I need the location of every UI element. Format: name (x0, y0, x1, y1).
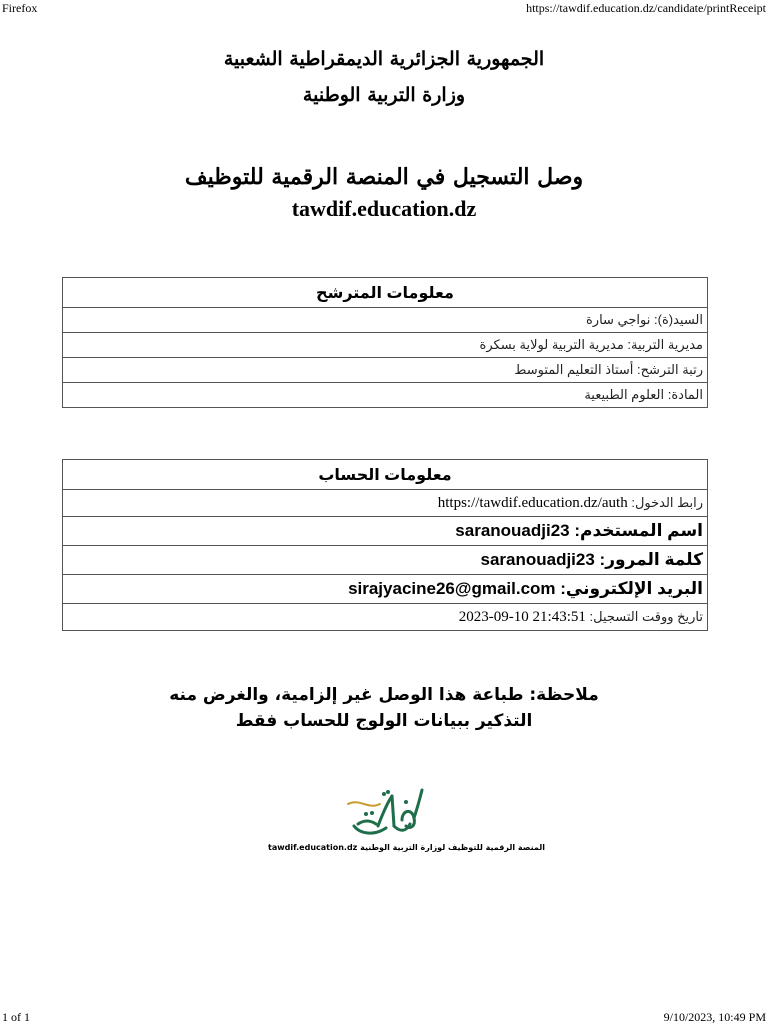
candidate-name: نواجي سارة (586, 312, 651, 327)
username-value: saranouadji23 (455, 521, 570, 540)
subject: العلوم الطبيعية (584, 387, 665, 402)
row-label: اسم المستخدم: (574, 521, 703, 540)
tawdif-calligraphy-icon (340, 780, 430, 844)
row-label: رابط الدخول: (631, 494, 703, 510)
email-value: sirajyacine26@gmail.com (348, 579, 556, 598)
note-line: ملاحظة: طباعة هذا الوصل غير إلزامية، والغرض منه (169, 685, 599, 705)
row-label: السيد(ة): (654, 312, 703, 327)
logo-tagline: المنصة الرقمية للتوظيف لوزارة التربية الوطنية (360, 843, 545, 852)
row-label: البريد الإلكتروني: (560, 579, 703, 598)
browser-name: Firefox (2, 1, 38, 15)
table-heading-row (63, 460, 708, 490)
row-label: مديرية التربية: (627, 337, 703, 352)
candidate-rank: أستاذ التعليم المتوسط (514, 362, 634, 377)
education-directorate: مديرية التربية لولاية بسكرة (479, 337, 624, 352)
row-label: رتبة الترشح: (637, 362, 703, 377)
table-row (63, 517, 708, 546)
note-line: التذكير ببيانات الولوج للحساب فقط (235, 711, 533, 731)
account-heading: معلومات الحساب (63, 460, 708, 490)
site-title: tawdif.education.dz (291, 196, 477, 221)
page-url: https://tawdif.education.dz/candidate/printReceipt (526, 1, 766, 15)
print-header (0, 0, 768, 16)
row-label: تاريخ ووقت التسجيل: (589, 608, 703, 624)
password-value: saranouadji23 (480, 550, 595, 569)
candidate-heading: معلومات المترشح (63, 278, 708, 308)
republic-title: الجمهورية الجزائرية الديمقراطية الشعبية (223, 48, 545, 70)
row-label: المادة: (667, 387, 703, 402)
table-row (63, 490, 708, 517)
print-footer (0, 1009, 768, 1024)
table-row (63, 383, 708, 408)
ministry-title: وزارة التربية الوطنية (302, 84, 466, 106)
login-link[interactable]: https://tawdif.education.dz/auth (437, 494, 628, 511)
table-row (63, 358, 708, 383)
table-row (63, 575, 708, 604)
receipt-title: وصل التسجيل في المنصة الرقمية للتوظيف (184, 164, 584, 190)
logo-caption (268, 843, 545, 852)
page-count: 1 of 1 (2, 1010, 30, 1024)
table-heading-row (63, 278, 708, 308)
tawdif-logo (340, 780, 430, 844)
print-datetime: 9/10/2023, 10:49 PM (663, 1010, 766, 1024)
registration-datetime: 2023-09-10 21:43:51 (458, 608, 586, 625)
row-label: كلمة المرور: (599, 550, 703, 569)
table-row (63, 604, 708, 631)
table-row (63, 333, 708, 358)
candidate-info-table (62, 277, 708, 408)
table-row (63, 546, 708, 575)
print-note (0, 682, 768, 734)
account-info-table (62, 459, 708, 631)
table-row (63, 308, 708, 333)
logo-site: tawdif.education.dz (268, 843, 358, 852)
